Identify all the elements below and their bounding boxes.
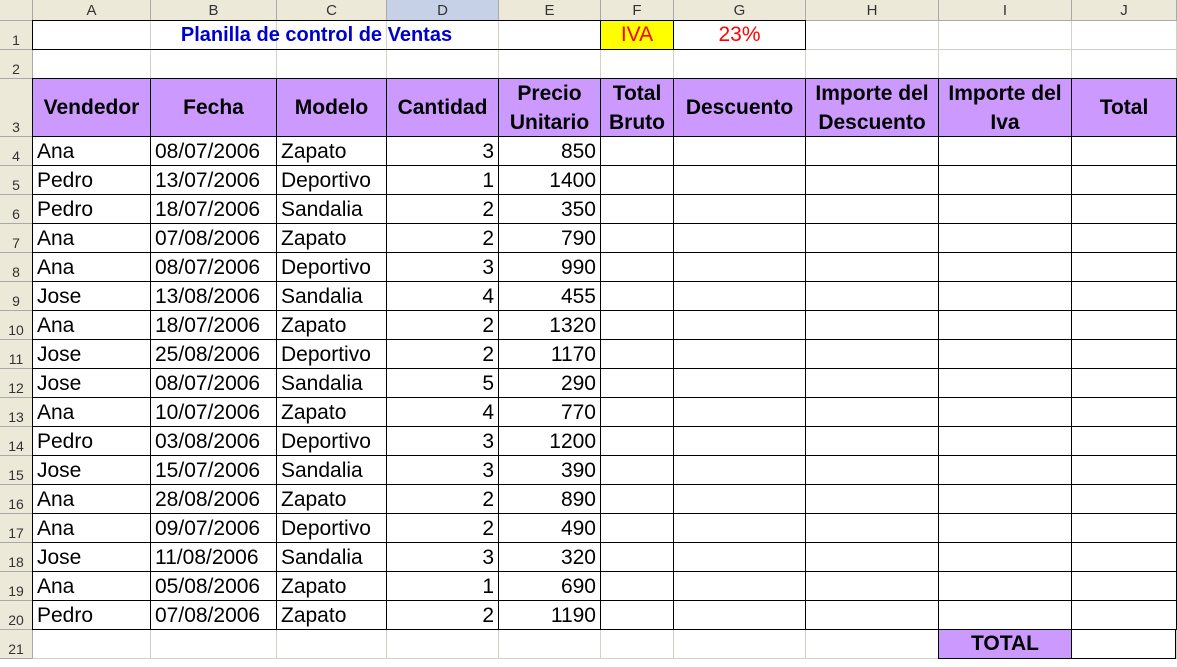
row-header-14[interactable]: 14: [0, 427, 33, 456]
cell-j2[interactable]: [1072, 50, 1177, 79]
row-header-19[interactable]: 19: [0, 572, 33, 601]
data-cell-d5[interactable]: 1: [386, 165, 499, 195]
data-cell-i15[interactable]: [938, 455, 1072, 485]
data-cell-g19[interactable]: [673, 571, 806, 601]
row-header-3[interactable]: 3: [0, 79, 33, 137]
data-cell-g18[interactable]: [673, 542, 806, 572]
data-cell-d20[interactable]: 2: [386, 600, 499, 630]
data-cell-h12[interactable]: [805, 368, 939, 398]
data-cell-d14[interactable]: 3: [386, 426, 499, 456]
data-cell-g15[interactable]: [673, 455, 806, 485]
data-cell-j9[interactable]: [1071, 281, 1177, 311]
row-header-4[interactable]: 4: [0, 137, 33, 166]
data-cell-j12[interactable]: [1071, 368, 1177, 398]
data-cell-f19[interactable]: [600, 571, 674, 601]
data-cell-a17[interactable]: Ana: [32, 513, 151, 543]
data-cell-g11[interactable]: [673, 339, 806, 369]
data-cell-i17[interactable]: [938, 513, 1072, 543]
row-header-8[interactable]: 8: [0, 253, 33, 282]
data-cell-i18[interactable]: [938, 542, 1072, 572]
data-cell-h10[interactable]: [805, 310, 939, 340]
header-importe-iva[interactable]: Importe del Iva: [938, 78, 1072, 137]
data-cell-i11[interactable]: [938, 339, 1072, 369]
data-cell-b15[interactable]: 15/07/2006: [150, 455, 277, 485]
header-fecha[interactable]: Fecha: [150, 78, 277, 137]
data-cell-b11[interactable]: 25/08/2006: [150, 339, 277, 369]
column-header-c[interactable]: C: [277, 0, 387, 21]
data-cell-e5[interactable]: 1400: [498, 165, 601, 195]
row-header-13[interactable]: 13: [0, 398, 33, 427]
data-cell-g16[interactable]: [673, 484, 806, 514]
data-cell-j14[interactable]: [1071, 426, 1177, 456]
data-cell-a20[interactable]: Pedro: [32, 600, 151, 630]
cell-j1[interactable]: [1072, 21, 1177, 50]
data-cell-b5[interactable]: 13/07/2006: [150, 165, 277, 195]
data-cell-b13[interactable]: 10/07/2006: [150, 397, 277, 427]
total-value-cell[interactable]: [1071, 629, 1176, 659]
data-cell-c14[interactable]: Deportivo: [276, 426, 387, 456]
data-cell-a16[interactable]: Ana: [32, 484, 151, 514]
data-cell-g12[interactable]: [673, 368, 806, 398]
data-cell-b9[interactable]: 13/08/2006: [150, 281, 277, 311]
data-cell-j18[interactable]: [1071, 542, 1177, 572]
data-cell-d12[interactable]: 5: [386, 368, 499, 398]
row-header-15[interactable]: 15: [0, 456, 33, 485]
data-cell-g8[interactable]: [673, 252, 806, 282]
data-cell-f7[interactable]: [600, 223, 674, 253]
data-cell-e15[interactable]: 390: [498, 455, 601, 485]
data-cell-e13[interactable]: 770: [498, 397, 601, 427]
data-cell-b6[interactable]: 18/07/2006: [150, 194, 277, 224]
data-cell-g5[interactable]: [673, 165, 806, 195]
data-cell-d15[interactable]: 3: [386, 455, 499, 485]
iva-label-cell[interactable]: IVA: [600, 20, 674, 50]
column-header-b[interactable]: B: [151, 0, 277, 21]
row-header-16[interactable]: 16: [0, 485, 33, 514]
cell-d2[interactable]: [387, 50, 499, 79]
data-cell-c8[interactable]: Deportivo: [276, 252, 387, 282]
cell-i1[interactable]: [939, 21, 1072, 50]
data-cell-b12[interactable]: 08/07/2006: [150, 368, 277, 398]
row-header-11[interactable]: 11: [0, 340, 33, 369]
row-header-21[interactable]: 21: [0, 630, 33, 659]
data-cell-f15[interactable]: [600, 455, 674, 485]
row-header-12[interactable]: 12: [0, 369, 33, 398]
data-cell-g9[interactable]: [673, 281, 806, 311]
data-cell-c9[interactable]: Sandalia: [276, 281, 387, 311]
cell-d21[interactable]: [387, 630, 499, 659]
data-cell-j6[interactable]: [1071, 194, 1177, 224]
data-cell-e14[interactable]: 1200: [498, 426, 601, 456]
data-cell-g17[interactable]: [673, 513, 806, 543]
data-cell-h15[interactable]: [805, 455, 939, 485]
sheet-title[interactable]: Planilla de control de Ventas: [32, 20, 601, 50]
cell-h21[interactable]: [806, 630, 939, 659]
cell-a21[interactable]: [33, 630, 151, 659]
column-header-i[interactable]: I: [939, 0, 1072, 21]
data-cell-j8[interactable]: [1071, 252, 1177, 282]
data-cell-h18[interactable]: [805, 542, 939, 572]
data-cell-b17[interactable]: 09/07/2006: [150, 513, 277, 543]
data-cell-e11[interactable]: 1170: [498, 339, 601, 369]
data-cell-a15[interactable]: Jose: [32, 455, 151, 485]
data-cell-e18[interactable]: 320: [498, 542, 601, 572]
data-cell-e17[interactable]: 490: [498, 513, 601, 543]
data-cell-c10[interactable]: Zapato: [276, 310, 387, 340]
data-cell-i16[interactable]: [938, 484, 1072, 514]
header-importe-descuento[interactable]: Importe del Descuento: [805, 78, 939, 137]
data-cell-b8[interactable]: 08/07/2006: [150, 252, 277, 282]
data-cell-h16[interactable]: [805, 484, 939, 514]
data-cell-b4[interactable]: 08/07/2006: [150, 136, 277, 166]
data-cell-a18[interactable]: Jose: [32, 542, 151, 572]
column-header-e[interactable]: E: [499, 0, 601, 21]
data-cell-d18[interactable]: 3: [386, 542, 499, 572]
cell-h2[interactable]: [806, 50, 939, 79]
data-cell-j4[interactable]: [1071, 136, 1177, 166]
data-cell-b18[interactable]: 11/08/2006: [150, 542, 277, 572]
cell-g21[interactable]: [674, 630, 806, 659]
cell-c21[interactable]: [277, 630, 387, 659]
column-header-d[interactable]: D: [387, 0, 499, 21]
data-cell-e8[interactable]: 990: [498, 252, 601, 282]
data-cell-i6[interactable]: [938, 194, 1072, 224]
select-all-corner[interactable]: [0, 0, 33, 21]
cell-i2[interactable]: [939, 50, 1072, 79]
data-cell-c6[interactable]: Sandalia: [276, 194, 387, 224]
data-cell-i7[interactable]: [938, 223, 1072, 253]
data-cell-f11[interactable]: [600, 339, 674, 369]
data-cell-a13[interactable]: Ana: [32, 397, 151, 427]
row-header-2[interactable]: 2: [0, 50, 33, 79]
data-cell-f18[interactable]: [600, 542, 674, 572]
header-vendedor[interactable]: Vendedor: [32, 78, 151, 137]
data-cell-h5[interactable]: [805, 165, 939, 195]
data-cell-g13[interactable]: [673, 397, 806, 427]
data-cell-a14[interactable]: Pedro: [32, 426, 151, 456]
total-label[interactable]: TOTAL: [938, 629, 1072, 659]
data-cell-f16[interactable]: [600, 484, 674, 514]
data-cell-a12[interactable]: Jose: [32, 368, 151, 398]
data-cell-d4[interactable]: 3: [386, 136, 499, 166]
row-header-9[interactable]: 9: [0, 282, 33, 311]
data-cell-c11[interactable]: Deportivo: [276, 339, 387, 369]
data-cell-f12[interactable]: [600, 368, 674, 398]
data-cell-i20[interactable]: [938, 600, 1072, 630]
data-cell-e20[interactable]: 1190: [498, 600, 601, 630]
data-cell-b14[interactable]: 03/08/2006: [150, 426, 277, 456]
data-cell-a4[interactable]: Ana: [32, 136, 151, 166]
data-cell-d16[interactable]: 2: [386, 484, 499, 514]
data-cell-g7[interactable]: [673, 223, 806, 253]
row-header-5[interactable]: 5: [0, 166, 33, 195]
data-cell-g4[interactable]: [673, 136, 806, 166]
header-total[interactable]: Total: [1071, 78, 1177, 137]
data-cell-c13[interactable]: Zapato: [276, 397, 387, 427]
data-cell-j17[interactable]: [1071, 513, 1177, 543]
data-cell-j13[interactable]: [1071, 397, 1177, 427]
data-cell-c20[interactable]: Zapato: [276, 600, 387, 630]
cell-e21[interactable]: [499, 630, 601, 659]
data-cell-h14[interactable]: [805, 426, 939, 456]
data-cell-j16[interactable]: [1071, 484, 1177, 514]
data-cell-d10[interactable]: 2: [386, 310, 499, 340]
data-cell-i12[interactable]: [938, 368, 1072, 398]
data-cell-h4[interactable]: [805, 136, 939, 166]
data-cell-c5[interactable]: Deportivo: [276, 165, 387, 195]
row-header-7[interactable]: 7: [0, 224, 33, 253]
row-header-18[interactable]: 18: [0, 543, 33, 572]
data-cell-i4[interactable]: [938, 136, 1072, 166]
data-cell-a6[interactable]: Pedro: [32, 194, 151, 224]
data-cell-f17[interactable]: [600, 513, 674, 543]
data-cell-d19[interactable]: 1: [386, 571, 499, 601]
data-cell-g14[interactable]: [673, 426, 806, 456]
data-cell-h11[interactable]: [805, 339, 939, 369]
data-cell-c4[interactable]: Zapato: [276, 136, 387, 166]
data-cell-c12[interactable]: Sandalia: [276, 368, 387, 398]
data-cell-d11[interactable]: 2: [386, 339, 499, 369]
data-cell-h7[interactable]: [805, 223, 939, 253]
data-cell-e9[interactable]: 455: [498, 281, 601, 311]
data-cell-j11[interactable]: [1071, 339, 1177, 369]
data-cell-e12[interactable]: 290: [498, 368, 601, 398]
data-cell-h8[interactable]: [805, 252, 939, 282]
column-header-f[interactable]: F: [601, 0, 674, 21]
data-cell-c17[interactable]: Deportivo: [276, 513, 387, 543]
data-cell-j10[interactable]: [1071, 310, 1177, 340]
data-cell-h20[interactable]: [805, 600, 939, 630]
cell-b21[interactable]: [151, 630, 277, 659]
data-cell-g6[interactable]: [673, 194, 806, 224]
row-header-10[interactable]: 10: [0, 311, 33, 340]
row-header-6[interactable]: 6: [0, 195, 33, 224]
data-cell-e7[interactable]: 790: [498, 223, 601, 253]
data-cell-b19[interactable]: 05/08/2006: [150, 571, 277, 601]
header-cantidad[interactable]: Cantidad: [386, 78, 499, 137]
data-cell-d9[interactable]: 4: [386, 281, 499, 311]
data-cell-j20[interactable]: [1071, 600, 1177, 630]
data-cell-f8[interactable]: [600, 252, 674, 282]
header-modelo[interactable]: Modelo: [276, 78, 387, 137]
cell-c2[interactable]: [277, 50, 387, 79]
data-cell-c15[interactable]: Sandalia: [276, 455, 387, 485]
data-cell-f13[interactable]: [600, 397, 674, 427]
data-cell-e4[interactable]: 850: [498, 136, 601, 166]
data-cell-h17[interactable]: [805, 513, 939, 543]
iva-value-cell[interactable]: 23%: [673, 20, 806, 50]
data-cell-d7[interactable]: 2: [386, 223, 499, 253]
data-cell-i9[interactable]: [938, 281, 1072, 311]
cell-g2[interactable]: [674, 50, 806, 79]
data-cell-a7[interactable]: Ana: [32, 223, 151, 253]
data-cell-b16[interactable]: 28/08/2006: [150, 484, 277, 514]
data-cell-b20[interactable]: 07/08/2006: [150, 600, 277, 630]
data-cell-d6[interactable]: 2: [386, 194, 499, 224]
column-header-a[interactable]: A: [33, 0, 151, 21]
data-cell-a8[interactable]: Ana: [32, 252, 151, 282]
data-cell-d8[interactable]: 3: [386, 252, 499, 282]
cell-a2[interactable]: [33, 50, 151, 79]
data-cell-a19[interactable]: Ana: [32, 571, 151, 601]
data-cell-i14[interactable]: [938, 426, 1072, 456]
row-header-20[interactable]: 20: [0, 601, 33, 630]
row-header-17[interactable]: 17: [0, 514, 33, 543]
data-cell-j15[interactable]: [1071, 455, 1177, 485]
data-cell-c7[interactable]: Zapato: [276, 223, 387, 253]
data-cell-e16[interactable]: 890: [498, 484, 601, 514]
data-cell-b10[interactable]: 18/07/2006: [150, 310, 277, 340]
data-cell-h19[interactable]: [805, 571, 939, 601]
data-cell-h9[interactable]: [805, 281, 939, 311]
data-cell-b7[interactable]: 07/08/2006: [150, 223, 277, 253]
data-cell-g20[interactable]: [673, 600, 806, 630]
data-cell-f9[interactable]: [600, 281, 674, 311]
data-cell-f4[interactable]: [600, 136, 674, 166]
column-header-j[interactable]: J: [1072, 0, 1177, 21]
data-cell-i10[interactable]: [938, 310, 1072, 340]
header-precio-unitario[interactable]: Precio Unitario: [498, 78, 601, 137]
column-header-g[interactable]: G: [674, 0, 806, 21]
data-cell-i13[interactable]: [938, 397, 1072, 427]
column-header-h[interactable]: H: [806, 0, 939, 21]
data-cell-j7[interactable]: [1071, 223, 1177, 253]
data-cell-f6[interactable]: [600, 194, 674, 224]
cell-f21[interactable]: [601, 630, 674, 659]
data-cell-c19[interactable]: Zapato: [276, 571, 387, 601]
data-cell-h6[interactable]: [805, 194, 939, 224]
data-cell-e19[interactable]: 690: [498, 571, 601, 601]
data-cell-h13[interactable]: [805, 397, 939, 427]
data-cell-j5[interactable]: [1071, 165, 1177, 195]
data-cell-c18[interactable]: Sandalia: [276, 542, 387, 572]
data-cell-f10[interactable]: [600, 310, 674, 340]
data-cell-f20[interactable]: [600, 600, 674, 630]
data-cell-i19[interactable]: [938, 571, 1072, 601]
data-cell-j19[interactable]: [1071, 571, 1177, 601]
data-cell-e6[interactable]: 350: [498, 194, 601, 224]
cell-f2[interactable]: [601, 50, 674, 79]
data-cell-a10[interactable]: Ana: [32, 310, 151, 340]
data-cell-i5[interactable]: [938, 165, 1072, 195]
data-cell-g10[interactable]: [673, 310, 806, 340]
data-cell-d17[interactable]: 2: [386, 513, 499, 543]
data-cell-f14[interactable]: [600, 426, 674, 456]
data-cell-f5[interactable]: [600, 165, 674, 195]
cell-b2[interactable]: [151, 50, 277, 79]
data-cell-a9[interactable]: Jose: [32, 281, 151, 311]
header-descuento[interactable]: Descuento: [673, 78, 806, 137]
data-cell-a5[interactable]: Pedro: [32, 165, 151, 195]
cell-h1[interactable]: [806, 21, 939, 50]
data-cell-i8[interactable]: [938, 252, 1072, 282]
data-cell-c16[interactable]: Zapato: [276, 484, 387, 514]
header-total-bruto[interactable]: Total Bruto: [600, 78, 674, 137]
cell-e2[interactable]: [499, 50, 601, 79]
data-cell-d13[interactable]: 4: [386, 397, 499, 427]
data-cell-a11[interactable]: Jose: [32, 339, 151, 369]
data-cell-e10[interactable]: 1320: [498, 310, 601, 340]
row-header-1[interactable]: 1: [0, 21, 33, 50]
